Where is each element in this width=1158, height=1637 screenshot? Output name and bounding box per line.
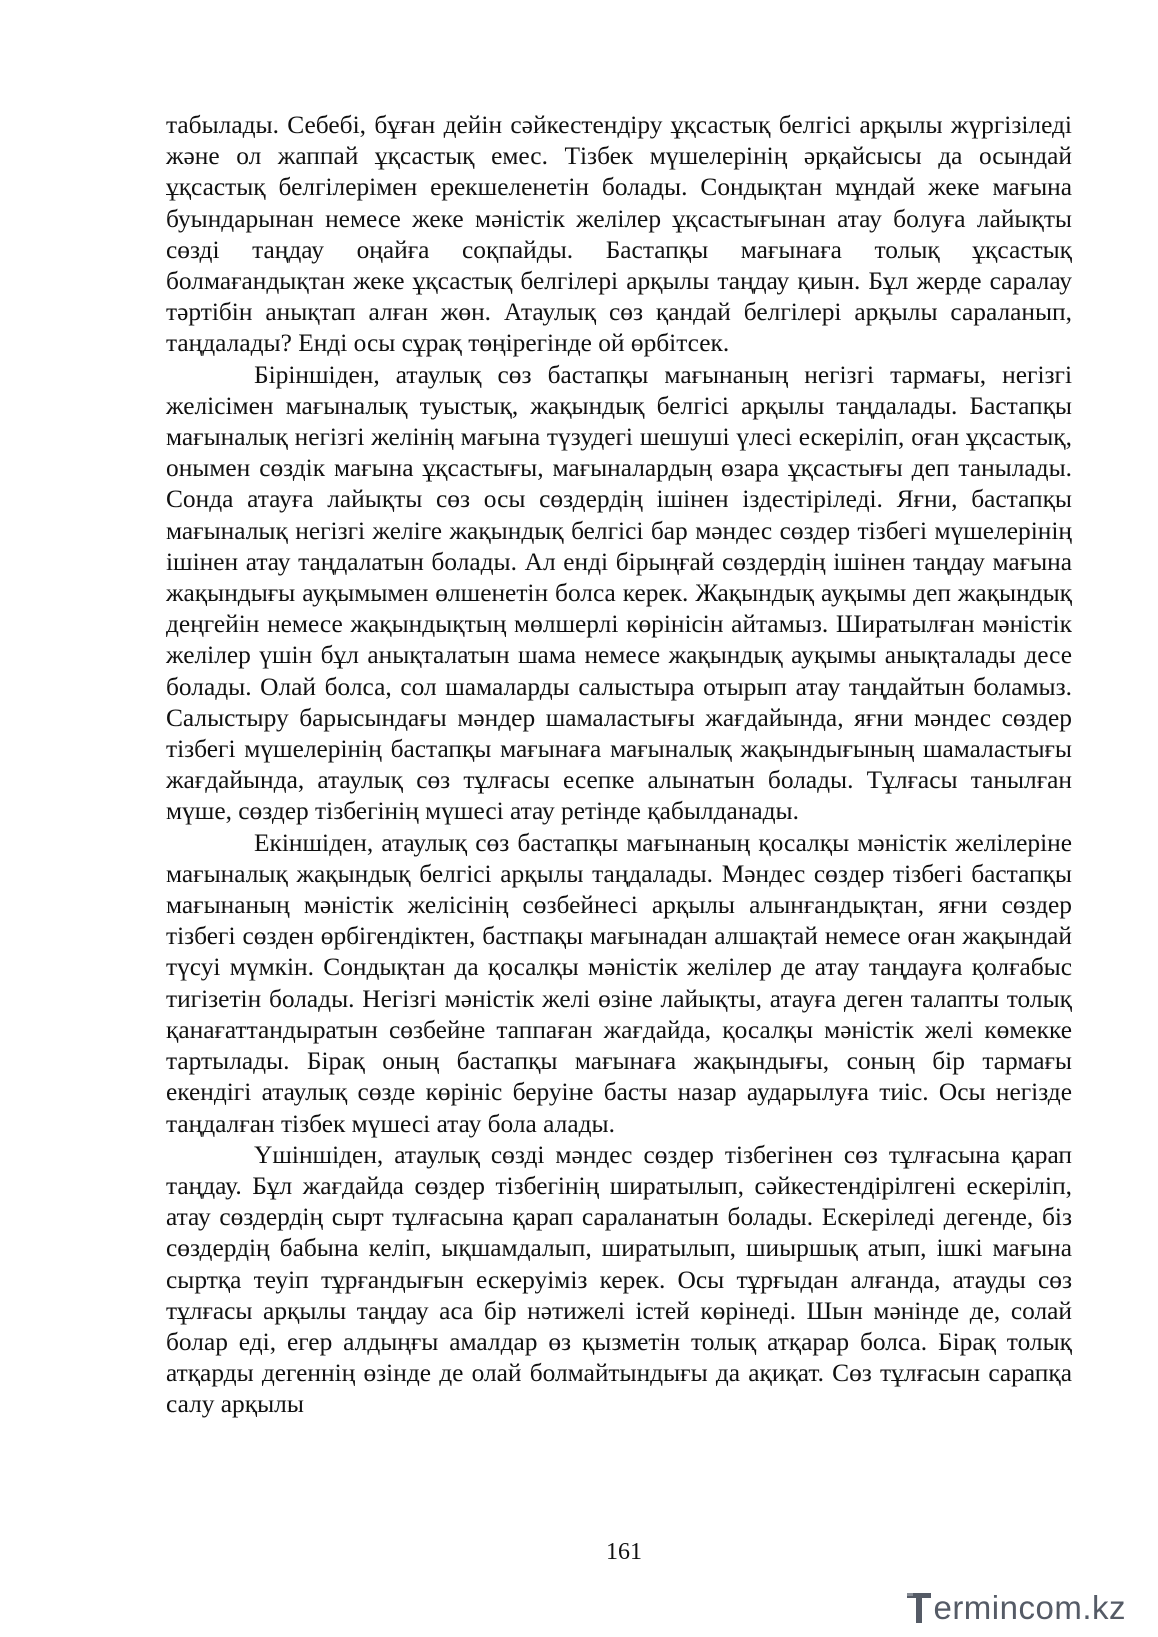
document-body [166,110,1072,1421]
paragraph-first: Біріншіден, атаулық сөз бастапқы мағынаның негізгі тармағы, негізгі желісімен мағыналық туыстық, жақындық белгісі арқылы таңдалады. Бастапқы мағыналық негізгі желінің мағына түзудегі шешуші үлесі ескеріліп, оған ұқсастық, онымен сөздік мағына ұқсастығы, мағыналардың өзара ұқсастығы деп танылады. Сонда атауға лайықты сөз осы сөздердің ішінен іздестіріледі. Яғни, бастапқы мағыналық негізгі желіге жақындық белгісі бар мәндес сөздер тізбегі мүшелерінің ішінен атау таңдалатын болады. Ал енді бірыңғай сөздердің ішінен таңдау мағына жақындығы ауқымымен өлшенетін болса керек. Жақындық ауқымы деп жақындық деңгейін немесе жақындықтың мөлшерлі көрінісін айтамыз. Ширатылған мәністік желілер үшін бұл анықталатын шама немесе жақындық ауқымы анықталады десе болады. Олай болса, сол шамаларды салыстыра отырып атау таңдайтын боламыз. Салыстыру барысындағы мәндер шамаластығы жағдайында, яғни мәндес сөздер тізбегі мүшелерінің бастапқы мағынаға мағыналық жақындығының шамаластығы жағдайында, атаулық сөз тұлғасы есепке алынатын болады. Тұлғасы танылған мүше, сөздер тізбегінің мүшесі атау ретінде қабылданады. [166,360,1072,826]
termincom-watermark [905,1588,1126,1628]
paragraph-second: Екіншіден, атаулық сөз бастапқы мағынаның қосалқы мәністік желілеріне мағыналық жақындық белгісі арқылы таңдалады. Мәндес сөздер тізбегі бастапқы мағынаның мәністік желісінің сөзбейнесі арқылы алынғандықтан, яғни сөздер тізбегі сөзден өрбігендіктен, бастпақы мағынадан алшақтай немесе оған жақындай түсуі мүмкін. Сондықтан да қосалқы мәністік желілер де атау таңдауға қолғабыс тигізетін болады. Негізгі мәністік желі өзіне лайықты, атауға деген талапты толық қанағаттандыратын сөзбейне таппаған жағдайда, қосалқы мәністік желі көмекке тартылады. Бірақ оның бастапқы мағынаға жақындығы, соның бір тармағы екендігі атаулық сөзде көрініс беруіне басты назар аударылуға тиіс. Осы негізде таңдалған тізбек мүшесі атау бола алады. [166,828,1072,1138]
page-number: 161 [606,1539,642,1565]
paragraph-continuation: табылады. Себебі, бұған дейін сәйкестендіру ұқсастық белгісі арқылы жүргізіледі және ол жаппай ұқсастық емес. Тізбек мүшелерінің әрқайсысы да осындай ұқсастық белгілерімен ерекшеленетін болады. Сондықтан мұндай жеке мағына буындарынан немесе жеке мәністік желілер ұқсастығынан атау болуға лайықты сөзді таңдау оңайға соқпайды. Бастапқы мағынаға толық ұқсастық болмағандықтан жеке ұқсастық белгілері арқылы таңдау қиын. Бұл жерде саралау тәртібін анықтап алған жөн. Атаулық сөз қандай белгілері арқылы сараланып, таңдалады? Енді осы сұрақ төңірегінде ой өрбітсек. [166,111,1072,358]
watermark-text: ermincom.kz [933,1589,1126,1626]
paragraph-third: Үшіншіден, атаулық сөзді мәндес сөздер тізбегінен сөз тұлғасына қарап таңдау. Бұл жағдайда сөздер тізбегінің ширатылып, сәйкестендірілгені ескеріліп, атау сөздердің сырт тұлғасына қарап сараланатын болады. Ескеріледі дегенде, біз сөздердің бабына келіп, ықшамдалып, ширатылып, шиыршық атып, ішкі мағына сыртқа теуіп тұрғандығын ескеруіміз керек. Осы тұрғыдан алғанда, атауды сөз тұлғасы арқылы таңдау аса бір нәтижелі істей көрінеді. Шын мәнінде де, солай болар еді, егер алдыңғы амалдар өз қызметін толық атқарар болса. Бірақ толық атқарды дегеннің өзінде де олай болмайтындығы да ақиқат. Сөз тұлғасын сарапқа салу арқылы [166,1140,1072,1419]
t-letter-logo-icon [905,1588,933,1628]
